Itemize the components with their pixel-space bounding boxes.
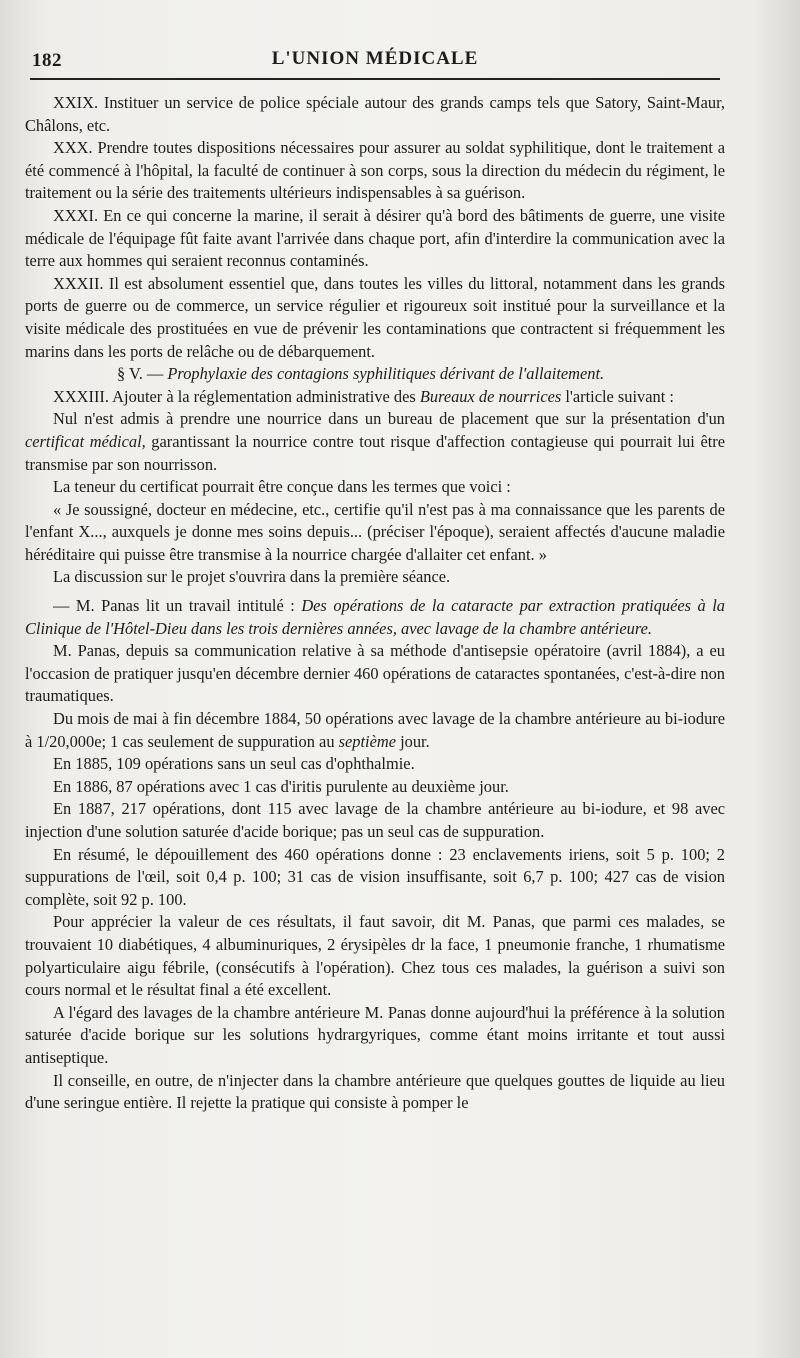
text-run: jour. (395, 731, 430, 751)
paragraph-panas-intro: M. Panas, depuis sa communication relative à sa méthode d'antisepsie opératoire (avril 1884), a eu l'occasion de pratiquer jusqu'en décembre dernier 460 opérations de cataractes spontanées, c'est-à-dire non traumatiques. (25, 641, 725, 706)
text-run: l'article suivant : (561, 386, 674, 406)
paragraph-discussion: La discussion sur le projet s'ouvrira dans la première séance. (53, 567, 451, 587)
paragraph-panas-title (25, 595, 725, 640)
running-title: L'UNION MÉDICALE (271, 48, 479, 69)
section-heading-title: Prophylaxie des contagions syphilitiques dérivant de l'allaitement. (167, 364, 605, 384)
page-header (30, 46, 720, 76)
paragraph-1885: En 1885, 109 opérations sans un seul cas d'ophthalmie. (53, 754, 415, 774)
emphasis-run: Des opérations de la cataracte par extraction pratiquées à la Clinique de l'Hôtel-Dieu dans les trois dernières années, avec lavage de la chambre antérieure. (25, 596, 725, 638)
page-number: 182 (32, 50, 62, 71)
paragraph-resume: En résumé, le dépouillement des 460 opérations donne : 23 enclavements iriens, soit 5 p. 100; 2 suppurations de l'œil, soit 0,4 p. 100; 31 cas de vision insuffisante, soit 6,7 p. 100; 427 cas de vision complète, soit 92 p. 100. (25, 844, 725, 909)
section-heading-prefix: § V. — (117, 364, 168, 384)
text-run: Du mois de mai à fin décembre 1884, 50 opérations avec lavage de la chambre antérieure au bi-iodure à 1/20,000e; 1 cas seulement de suppuration au (25, 709, 725, 751)
paragraph-xxx: XXX. Prendre toutes dispositions nécessaires pour assurer au soldat syphilitique, dont le traitement a été commencé à l'hôpital, la faculté de continuer à son corps, sous la direction du médecin du régiment, le traitement ou la série des traitements ultérieurs indispensables à sa guérison. (25, 138, 725, 203)
text-run: garantissant la nourrice contre tout risque d'affection contagieuse qui pourrait lui être transmise par son nourrisson. (25, 431, 726, 474)
header-rule (30, 78, 720, 80)
paragraph-lavages: A l'égard des lavages de la chambre antérieure M. Panas donne aujourd'hui la préférence à la solution saturée d'acide borique sur les solutions hydrargyriques, comme étant moins irritante et tout aussi antiseptique. (25, 1002, 725, 1067)
paragraph-xxxii: XXXII. Il est absolument essentiel que, dans toutes les villes du littoral, notamment dans les grands ports de guerre ou de commerce, un service régulier et rigoureux soit institué pour la surveillance et la visite médicale des prostituées en vue de prévenir les contaminations que contractent si fréquemment les marins dans les ports de relâche ou de débarquement. (25, 273, 725, 361)
paragraph-xxix: XXIX. Instituer un service de police spéciale autour des grands camps tels que Satory, Saint-Maur, Châlons, etc. (25, 93, 725, 135)
text-run: XXXIII. Ajouter à la réglementation administrative des (53, 386, 420, 406)
paragraph-1884 (25, 708, 725, 753)
paragraph-conseille: Il conseille, en outre, de n'injecter dans la chambre antérieure que quelques gouttes de liquide au lieu d'une seringue entière. Il rejette la pratique qui consiste à pomper le (25, 1070, 725, 1113)
paragraph-xxxi: XXXI. En ce qui concerne la marine, il serait à désirer qu'à bord des bâtiments de guerre, une visite médicale de l'équipage fût faite avant l'arrivée dans chaque port, afin d'interdire la communication avec la terre aux hommes qui seraient reconnus contaminés. (25, 205, 725, 271)
emphasis-run: septième (338, 731, 396, 751)
paragraph-apprecier: Pour apprécier la valeur de ces résultats, il faut savoir, dit M. Panas, que parmi ces malades, se trouvaient 10 diabétiques, 4 albuminuriques, 2 érysipèles dr la face, 1 pneumonie franche, 1 rhumatisme polyarticulaire aigu fébrile, (consécutifs à l'opération). Chez tous ces malades, la guérison a suivi son cours normal et le résultat final a été excellent. (25, 912, 725, 1000)
text-run: — M. Panas lit un travail intitulé : (53, 596, 302, 616)
paragraph-xxxiii (25, 386, 725, 409)
paragraph-quote: « Je soussigné, docteur en médecine, etc., certifie qu'il n'est pas à ma connaissance que les parents de l'enfant X..., auxquels je donne mes soins depuis... (préciser l'époque), seraient affectés d'aucune maladie héréditaire qui puisse être transmise à la nourrice chargée d'allaiter cet enfant. » (25, 499, 725, 564)
paragraph-certificate (25, 408, 725, 476)
text-run: Nul n'est admis à prendre une nourrice dans un bureau de placement que sur la présentation d'un (53, 409, 725, 429)
body-text (25, 92, 725, 1115)
paragraph-teneur: La teneur du certificat pourrait être conçue dans les termes que voici : (53, 477, 511, 497)
paragraph-1886: En 1886, 87 opérations avec 1 cas d'iritis purulente au deuxième jour. (53, 776, 509, 796)
paragraph-1887: En 1887, 217 opérations, dont 115 avec lavage de la chambre antérieure au bi-iodure, et 98 avec injection d'une solution saturée d'acide borique; pas un seul cas de suppuration. (25, 799, 725, 841)
section-heading (25, 363, 725, 386)
emphasis-run: certificat médical, (25, 431, 146, 451)
emphasis-run: Bureaux de nourrices (419, 386, 562, 406)
